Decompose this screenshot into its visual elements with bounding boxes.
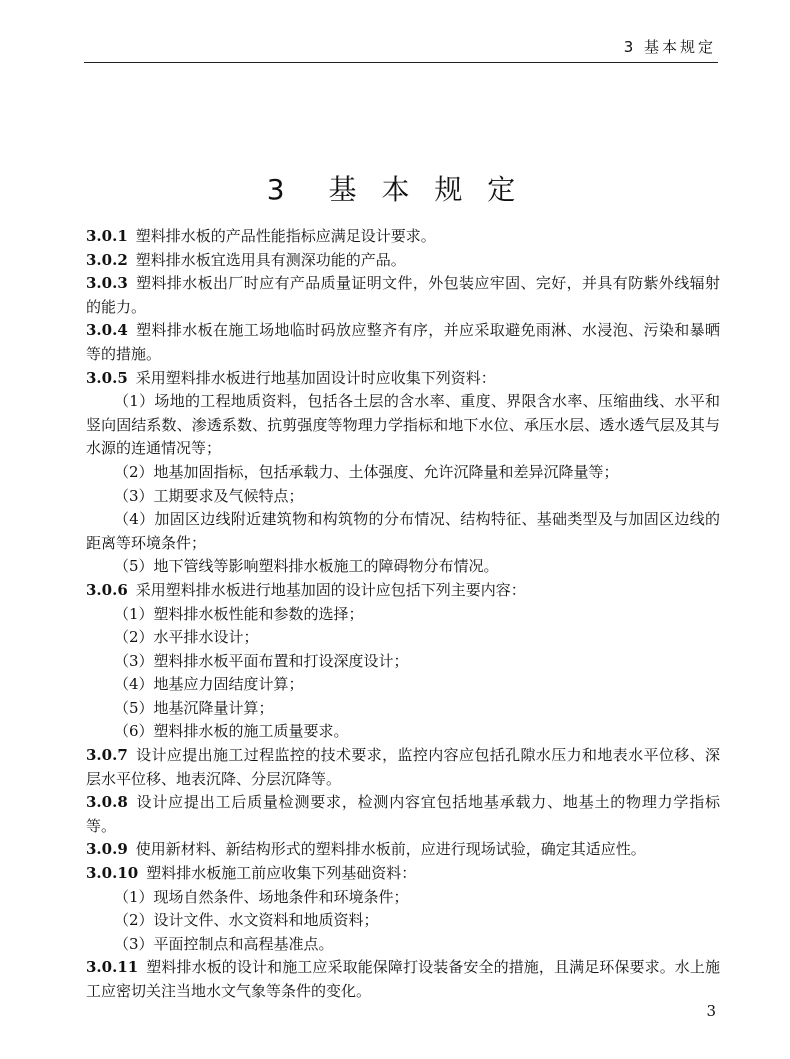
clause-text: 塑料排水板宜选用具有测深功能的产品。 [135, 250, 406, 269]
clause-text: 塑料排水板的产品性能指标应满足设计要求。 [135, 227, 436, 245]
list-item: （2）设计文件、水文资料和地质资料； [114, 911, 379, 930]
list-item: （5）地下管线等影响塑料排水板施工的障碍物分布情况。 [114, 557, 499, 576]
chapter-title: 3 基 本 规 定 [266, 173, 524, 206]
clause-3-0-9 [86, 838, 720, 862]
clause-number: 3.0.4 [86, 321, 128, 340]
clause-3-0-6 [86, 579, 720, 603]
clause-number: 3.0.1 [86, 227, 128, 245]
clause-3-0-3 [86, 272, 720, 319]
clause-3-0-7 [86, 744, 720, 791]
running-header [84, 30, 718, 63]
clause-text: 采用塑料排水板进行地基加固设计时应收集下列资料： [135, 368, 496, 387]
clause-3-0-10 [86, 862, 720, 886]
document-body [86, 225, 720, 1004]
clause-3-0-1 [86, 225, 720, 249]
clause-text: 塑料排水板出厂时应有产品质量证明文件，外包装应牢固、完好，并具有防紫外线辐射的能力。 [86, 274, 720, 316]
clause-text: 塑料排水板施工前应收集下列基础资料： [146, 864, 417, 883]
list-item: （5）地基沉降量计算； [114, 698, 274, 717]
list-item: （2）地基加固指标，包括承载力、土体强度、允许沉降量和差异沉降量等； [114, 462, 619, 481]
clause-text: 塑料排水板的设计和施工应采取能保障打设装备安全的措施，且满足环保要求。水上施工应密切关注当地水文气象等条件的变化。 [86, 958, 720, 1000]
list-item: （1）塑料排水板性能和参数的选择； [114, 604, 364, 623]
header-text: 3 基本规定 [623, 38, 716, 56]
list-item: （1）现场自然条件、场地条件和环境条件； [114, 887, 409, 906]
clause-number: 3.0.11 [86, 958, 139, 977]
clause-text: 使用新材料、新结构形式的塑料排水板前，应进行现场试验，确定其适应性。 [135, 840, 646, 859]
clause-number: 3.0.7 [86, 746, 128, 765]
list-item: （4）地基应力固结度计算； [114, 675, 304, 694]
list-item: （3）工期要求及气候特点； [114, 486, 304, 505]
clause-text: 采用塑料排水板进行地基加固的设计应包括下列主要内容： [135, 580, 526, 599]
list-item: （1）场地的工程地质资料，包括各土层的含水率、重度、界限含水率、压缩曲线、水平和竖向固结系数、渗透系数、抗剪强度等物理力学指标和地下水位、承压水层、透水透气层及其与水源的连通情况等； [86, 392, 720, 458]
clause-text: 设计应提出施工过程监控的技术要求，监控内容应包括孔隙水压力和地表水平位移、深层水平位移、地表沉降、分层沉降等。 [86, 746, 720, 788]
clause-number: 3.0.8 [86, 793, 128, 812]
clause-number: 3.0.3 [86, 274, 128, 293]
clause-3-0-4 [86, 319, 720, 366]
list-item: （2）水平排水设计； [114, 628, 259, 647]
clause-3-0-8 [86, 791, 720, 838]
clause-number: 3.0.5 [86, 368, 128, 387]
list-item: （3）平面控制点和高程基准点。 [114, 934, 334, 953]
list-item: （3）塑料排水板平面布置和打设深度设计； [114, 651, 409, 670]
clause-3-0-2 [86, 249, 720, 273]
clause-number: 3.0.10 [86, 864, 139, 883]
clause-number: 3.0.2 [86, 250, 128, 269]
clause-text: 设计应提出工后质量检测要求，检测内容宜包括地基承载力、地基土的物理力学指标等。 [86, 793, 720, 835]
list-item: （4）加固区边线附近建筑物和构筑物的分布情况、结构特征、基础类型及与加固区边线的距离等环境条件； [86, 510, 720, 552]
clause-3-0-11 [86, 956, 720, 1003]
page-number: 3 [706, 1002, 716, 1020]
list-item: （6）塑料排水板的施工质量要求。 [114, 722, 349, 741]
clause-text: 塑料排水板在施工场地临时码放应整齐有序，并应采取避免雨淋、水浸泡、污染和暴晒等的措施。 [86, 321, 720, 363]
clause-number: 3.0.6 [86, 580, 128, 599]
clause-3-0-5 [86, 367, 720, 391]
clause-number: 3.0.9 [86, 840, 128, 859]
